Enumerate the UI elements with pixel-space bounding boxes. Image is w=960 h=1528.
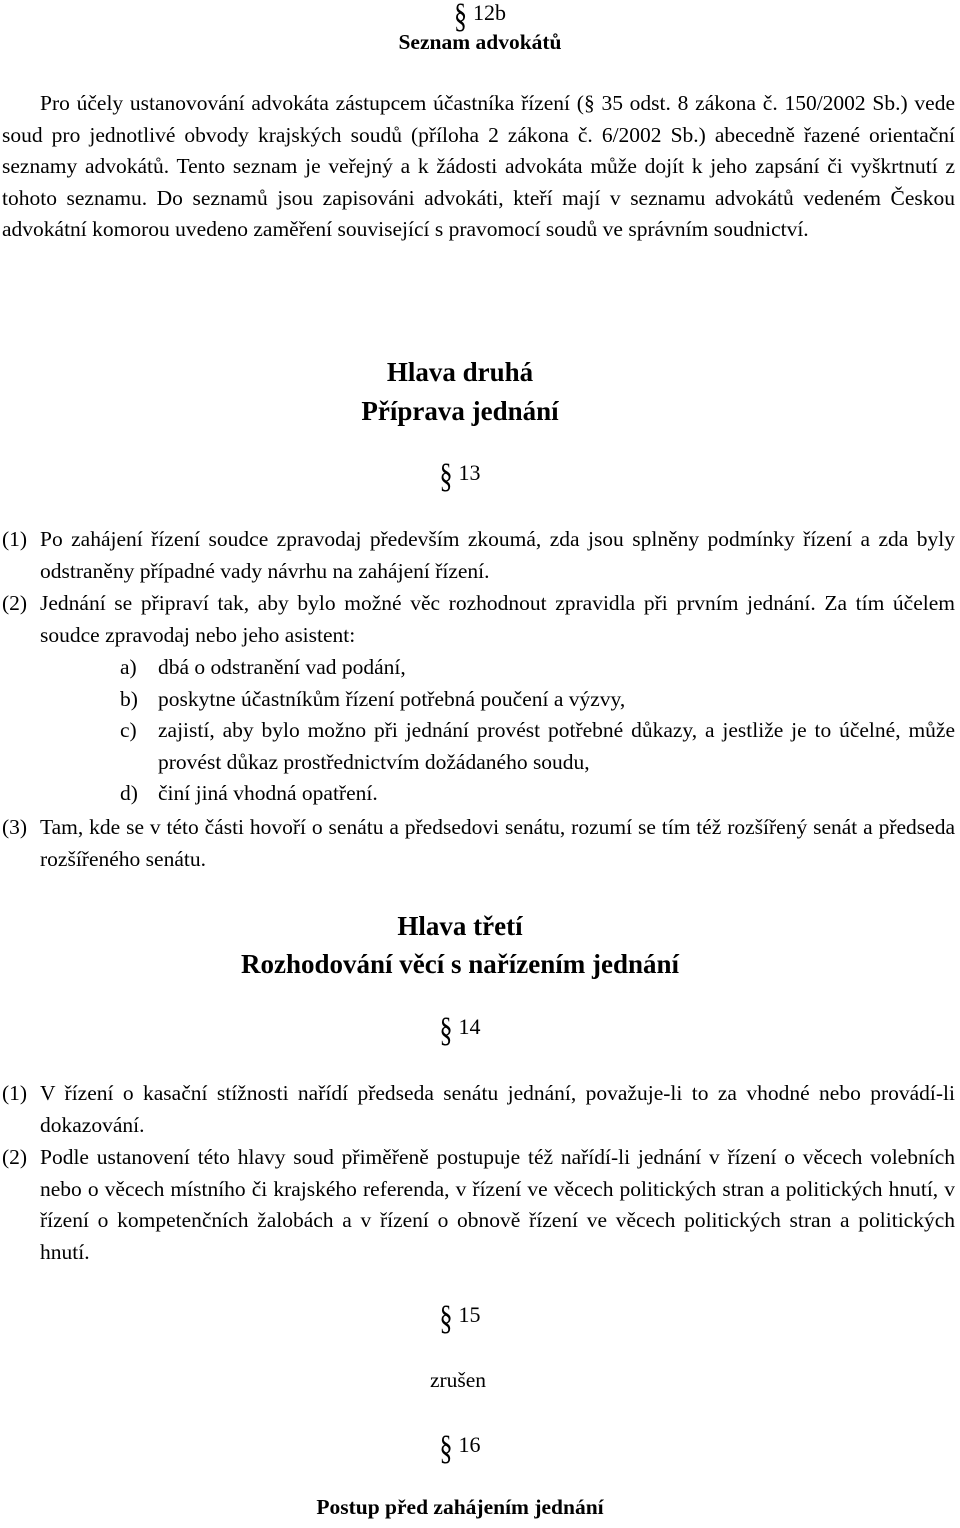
- paragraph-number: (1): [2, 1081, 28, 1105]
- item-label: b): [120, 686, 138, 711]
- section-14-number: [0, 1009, 920, 1049]
- list-item: [120, 684, 955, 716]
- item-label: c): [120, 718, 137, 742]
- item-label: a): [120, 655, 137, 679]
- paragraph-text: Tam, kde se v této části hovoří o senátu a předsedovi senátu, rozumí se tím též rozšířený senát a předseda rozšířeného senátu.: [40, 815, 955, 871]
- paragraph-number: (2): [2, 591, 28, 615]
- section-13-item-list: [120, 652, 955, 810]
- section-13-number: [0, 455, 920, 495]
- chapter-3-subheading: Rozhodování věcí s nařízením jednání: [240, 949, 679, 979]
- section-symbol: §: [439, 455, 453, 495]
- section-number: 14: [458, 1014, 481, 1039]
- section-13-paragraph-1: [2, 524, 955, 587]
- paragraph-number: (1): [2, 527, 28, 551]
- list-item: [120, 715, 955, 778]
- section-number: 15: [458, 1302, 481, 1327]
- section-number: 13: [458, 460, 481, 485]
- section-12b-text: Pro účely ustanovování advokáta zástupcem účastníka řízení (§ 35 odst. 8 zákona č. 150/2002 Sb.) vede soud pro jednotlivé obvody krajských soudů (příloha 2 zákona č. 6/2002 Sb.) abecedně řazené orientační seznamy advokátů. Tento seznam je veřejný a k žádosti advokáta může dojít k jeho zapsání či vyškrtnutí z tohoto seznamu. Do seznamů jsou zapisováni advokáti, kteří mají v seznamu advokátů vedeném Českou advokátní komorou uvedeno zaměření související s pravomocí soudů ve správním soudnictví.: [2, 91, 955, 241]
- item-text: dbá o odstranění vad podání,: [158, 655, 406, 679]
- paragraph-number: (2): [2, 1145, 28, 1169]
- paragraph-number: (3): [2, 815, 28, 839]
- section-13-paragraph-2: [2, 588, 955, 651]
- section-12b-number: [0, 0, 960, 35]
- paragraph-text: V řízení o kasační stížnosti nařídí předseda senátu jednání, považuje-li to za vhodné nebo provádí-li dokazování.: [40, 1081, 955, 1137]
- section-symbol: §: [439, 1297, 453, 1337]
- list-item: [120, 652, 955, 684]
- item-text: poskytne účastníkům řízení potřebná poučení a výzvy,: [158, 686, 626, 711]
- section-15-text: zrušen: [429, 1368, 487, 1392]
- section-13-paragraph-3: [2, 812, 955, 875]
- section-14-paragraph-1: [2, 1078, 955, 1141]
- list-item: [120, 778, 955, 810]
- item-text: zajistí, aby bylo možno při jednání provést potřebné důkazy, a jestliže je to účelné, může provést důkaz prostřednictvím dožádaného soudu,: [158, 718, 955, 774]
- chapter-2-heading: Hlava druhá: [386, 357, 534, 387]
- paragraph-text: Podle ustanovení této hlavy soud přiměřeně postupuje též nařídí-li jednání v řízení o věcech volebních nebo o věcech místního či krajského referenda, v řízení ve věcech politických stran a politických hnutí, v řízení o kompetenčních žalobách a v řízení o obnově řízení ve věcech politických stran a politických hnutí.: [40, 1145, 955, 1264]
- section-12b-paragraph: [2, 88, 955, 246]
- item-text: činí jiná vhodná opatření.: [158, 781, 378, 805]
- section-symbol: §: [454, 0, 467, 35]
- section-number: 12b: [473, 0, 506, 25]
- section-15-number: [0, 1297, 920, 1337]
- section-symbol: §: [439, 1427, 453, 1467]
- chapter-2-subheading: Příprava jednání: [361, 396, 559, 426]
- section-16-number: [0, 1427, 920, 1467]
- section-number: 16: [458, 1432, 481, 1457]
- item-label: d): [120, 781, 138, 805]
- section-12b-title: Seznam advokátů: [398, 30, 562, 54]
- chapter-3-heading: Hlava třetí: [397, 911, 523, 941]
- paragraph-text: Po zahájení řízení soudce zpravodaj především zkoumá, zda jsou splněny podmínky řízení a zda byly odstraněny případné vady návrhu na zahájení řízení.: [40, 527, 955, 583]
- section-16-title: Postup před zahájením jednání: [316, 1495, 604, 1519]
- section-symbol: §: [439, 1009, 453, 1049]
- paragraph-text: Jednání se připraví tak, aby bylo možné věc rozhodnout zpravidla při prvním jednání. Za tím účelem soudce zpravodaj nebo jeho asistent:: [40, 591, 955, 647]
- section-14-paragraph-2: [2, 1142, 955, 1268]
